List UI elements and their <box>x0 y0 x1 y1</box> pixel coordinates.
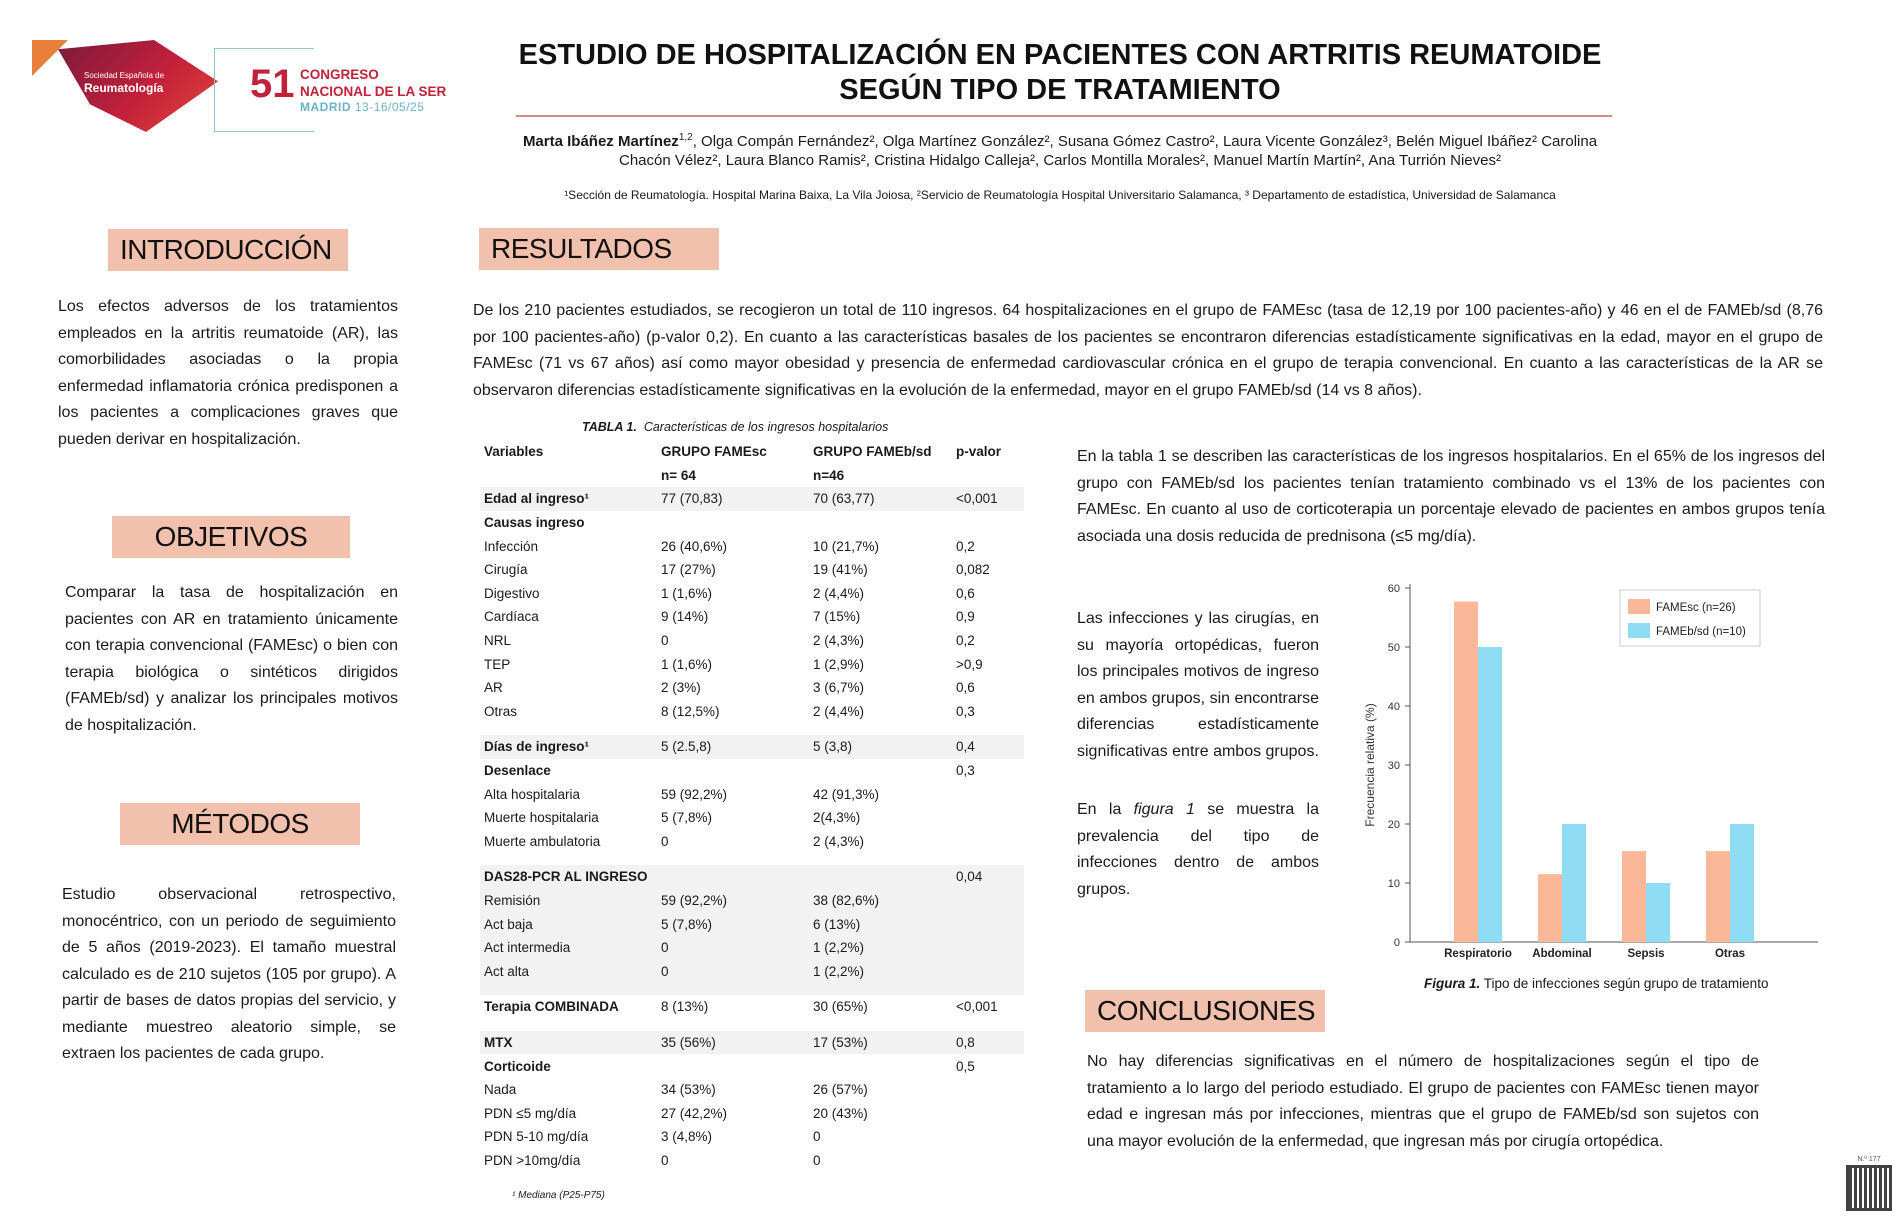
title-divider <box>516 115 1612 117</box>
table-cell: n=46 <box>813 467 845 483</box>
table-row <box>480 936 1024 960</box>
table-cell: 27 (42,2%) <box>661 1105 728 1121</box>
lead-author: Marta Ibáñez Martínez <box>522 133 679 150</box>
table-row <box>480 806 1024 830</box>
table-cell <box>952 1125 1024 1149</box>
table-cell <box>952 511 1024 535</box>
table-cell: 0 <box>661 633 669 649</box>
table-cell <box>952 1078 1024 1102</box>
table-spacer <box>480 1019 1024 1031</box>
x-tick-label: Sepsis <box>1627 948 1665 960</box>
table-row <box>480 959 1024 983</box>
affiliations: ¹Sección de Reumatología. Hospital Marina Baixa, La Vila Joiosa, ²Servicio de Reumatología Hospital Universitario Salamanca, ³ Departamento de estadística, Universidad de Salamanca <box>564 188 1556 202</box>
table-cell: Edad al ingreso¹ <box>480 487 657 511</box>
table-cell <box>952 912 1024 936</box>
table-cell: 20 (43%) <box>813 1105 868 1121</box>
table-row <box>480 995 1024 1019</box>
results-text-4-post: se muestra la prevalencia del tipo de infecciones dentro de ambos grupos. <box>1077 801 1320 898</box>
authors-line-1 <box>510 128 1610 151</box>
table-cell: NRL <box>484 633 512 649</box>
table-cell: GRUPO FAMEb/sd <box>813 444 932 460</box>
table-cell <box>952 936 1024 960</box>
table-cell: 0,5 <box>956 1058 975 1074</box>
table-row <box>480 464 1024 488</box>
table-cell <box>952 782 1024 806</box>
table-cell <box>952 1101 1024 1125</box>
methods-text: Estudio observacional retrospectivo, monocéntrico, con un periodo de seguimiento de 5 años (2019-2023). El tamaño muestral calculado es de 210 sujetos (105 por grupo). A partir de bases de datos propias del servicio, y mediante muestreo aleatorio simple, se extraen los pacientes de cada grupo. <box>62 886 396 1062</box>
table-row <box>480 676 1024 700</box>
table-cell: <0,001 <box>952 487 1024 511</box>
table-caption <box>582 420 888 434</box>
bar-respiratorio-series-1 <box>1478 647 1502 942</box>
table-row <box>480 1149 1024 1173</box>
table-cell: 7 (15%) <box>813 609 861 625</box>
table-cell: 10 (21,7%) <box>813 538 880 554</box>
table-cell <box>809 1054 952 1078</box>
logo-orange-shape <box>32 40 68 76</box>
qr-code[interactable] <box>1846 1156 1892 1216</box>
table-cell: 1 (2,9%) <box>813 656 865 672</box>
table-cell: 17 (53%) <box>809 1031 952 1055</box>
table-row <box>480 1054 1024 1078</box>
table-spacer <box>480 983 1024 995</box>
table-cell: 8 (13%) <box>661 999 709 1015</box>
table-cell: 26 (57%) <box>813 1082 868 1098</box>
table-cell: TEP <box>484 656 511 672</box>
table-cell: 2 (3%) <box>661 680 701 696</box>
table-row <box>480 629 1024 653</box>
table-cell: 0,6 <box>956 680 975 696</box>
results-text-3: Las infecciones y las cirugías, en su mayoría ortopédicas, fueron los principales motivos de ingreso en ambos grupos, sin encontrarse diferencias estadísticamente significativas entre ambos grupos. <box>1077 610 1319 760</box>
table-cell: 30 (65%) <box>813 999 868 1015</box>
table-spacer <box>480 723 1024 735</box>
poster-title <box>510 38 1610 108</box>
figure-caption <box>1424 976 1768 991</box>
table-row <box>480 759 1024 783</box>
objectives-text: Comparar la tasa de hospitalización en pacientes con AR en tratamiento únicamente con terapia convencional (FAMEsc) o bien con terapia biológica o sintéticos dirigidos (FAMEb/sd) y analizar los principales motivos de hospitalización. <box>65 584 398 734</box>
results-text-2: En la tabla 1 se describen las características de los ingresos hospitalarios. En el 65% de los ingresos del grupo con FAMEb/sd los pacientes tenían tratamiento combinado vs el 13% de los pacientes con FAMEsc. En cuanto al uso de corticoterapia un porcentaje elevado de pacientes en ambos grupos tenía asociada una dosis reducida de prednisona (≤5 mg/día). <box>1077 448 1825 545</box>
table-cell: n= 64 <box>661 467 696 483</box>
table-cell: 0,082 <box>956 562 990 578</box>
table-cell <box>480 464 657 488</box>
table-cell: 38 (82,6%) <box>809 889 952 913</box>
bar-otras-series-1 <box>1730 824 1754 942</box>
table-cell: Infección <box>484 538 539 554</box>
results-text-4-pre: En la <box>1077 801 1134 818</box>
results-header: RESULTADOS <box>479 228 719 270</box>
table-cell: Act baja <box>480 912 657 936</box>
table-row <box>480 865 1024 889</box>
table-cell: Alta hospitalaria <box>484 786 581 802</box>
y-tick-label: 20 <box>1387 819 1400 831</box>
table-row <box>480 652 1024 676</box>
authors <box>510 128 1610 170</box>
table-cell: p-valor <box>956 444 1002 460</box>
legend-swatch-1 <box>1628 623 1650 638</box>
table-cell: Cirugía <box>484 562 528 578</box>
table-cell: MTX <box>480 1031 657 1055</box>
table-row <box>480 1125 1024 1149</box>
table-cell: Digestivo <box>484 585 540 601</box>
table-row <box>480 440 1024 464</box>
table-cell: 0,2 <box>956 633 975 649</box>
table-cell <box>809 511 952 535</box>
x-tick-label: Respiratorio <box>1444 948 1512 960</box>
table-row <box>480 912 1024 936</box>
table-cell: <0,001 <box>956 999 998 1015</box>
results-text-4-figref: figura 1 <box>1133 801 1195 818</box>
table-cell: Muerte hospitalaria <box>484 810 599 826</box>
table-cell: Remisión <box>480 889 657 913</box>
legend-label-1: FAMEb/sd (n=10) <box>1656 626 1746 638</box>
table-cell: 3 (4,8%) <box>661 1129 713 1145</box>
objectives-header: OBJETIVOS <box>112 516 350 558</box>
bar-sepsis-series-0 <box>1622 851 1646 942</box>
bar-abdominal-series-1 <box>1562 824 1586 942</box>
table-cell: 0,04 <box>952 865 1024 889</box>
table-cell: Nada <box>484 1082 517 1098</box>
table-cell: 35 (56%) <box>657 1031 809 1055</box>
table-cell: 2 (4,3%) <box>813 833 865 849</box>
conclusions-header: CONCLUSIONES <box>1085 990 1325 1032</box>
figure-caption-text: Tipo de infecciones según grupo de tratamiento <box>1480 976 1769 991</box>
title-line-2: SEGÚN TIPO DE TRATAMIENTO <box>839 74 1281 106</box>
table-footnote: ¹ Mediana (P25-P75) <box>512 1190 605 1201</box>
table-cell: Desenlace <box>484 763 551 779</box>
table-cell: 0,9 <box>956 609 975 625</box>
table-cell: 2 (4,4%) <box>813 703 865 719</box>
logo-society-line1: Sociedad Española de <box>84 71 165 80</box>
table-row <box>480 534 1024 558</box>
y-tick-label: 30 <box>1387 760 1400 772</box>
authors-line-2: Chacón Vélez², Laura Blanco Ramis², Cristina Hidalgo Calleja², Carlos Montilla Morales², Manuel Martín Martín², Ana Turrión Nieves² <box>618 152 1501 169</box>
table-cell: 70 (63,77) <box>809 487 952 511</box>
table-cell: 3 (6,7%) <box>813 680 865 696</box>
table-cell: 0,3 <box>956 703 975 719</box>
table-cell <box>952 464 1024 488</box>
table-cell: Corticoide <box>484 1058 551 1074</box>
table-row <box>480 1078 1024 1102</box>
table-row <box>480 558 1024 582</box>
table-cell <box>952 1149 1024 1173</box>
table-cell: PDN ≤5 mg/día <box>484 1105 577 1121</box>
bar-sepsis-series-1 <box>1646 883 1670 942</box>
logo-congress-line2: NACIONAL DE LA SER <box>300 84 447 99</box>
table-cell: 5 (3,8) <box>809 735 952 759</box>
y-tick-label: 60 <box>1387 583 1400 595</box>
hospitalization-table <box>480 440 1024 1172</box>
table-row <box>480 1031 1024 1055</box>
table-cell: 0 <box>661 833 669 849</box>
y-tick-label: 50 <box>1387 642 1400 654</box>
y-tick-label: 0 <box>1393 937 1400 949</box>
table-cell: 5 (7,8%) <box>661 810 713 826</box>
table-cell: Causas ingreso <box>484 515 585 531</box>
table-cell: 19 (41%) <box>813 562 868 578</box>
table-cell: 0 <box>657 959 809 983</box>
table-cell: 5 (7,8%) <box>657 912 809 936</box>
table-cell: 0,2 <box>956 538 975 554</box>
lead-author-affil: 1,2 <box>678 132 693 143</box>
table-cell: 0 <box>661 1152 669 1168</box>
table-cell: Cardíaca <box>484 609 539 625</box>
table-cell: Act alta <box>480 959 657 983</box>
intro-text: Los efectos adversos de los tratamientos empleados en la artritis reumatoide (AR), las comorbilidades asociadas o la propia enfermedad inflamatoria crónica predisponen a los pacientes a complicaciones graves que pueden derivar en hospitalización. <box>58 298 398 448</box>
table-caption-label: TABLA 1. <box>582 420 637 434</box>
table-cell <box>809 865 952 889</box>
bar-abdominal-series-0 <box>1538 874 1562 942</box>
table-row <box>480 511 1024 535</box>
legend-label-0: FAMEsc (n=26) <box>1656 602 1736 614</box>
table-cell: 8 (12,5%) <box>661 703 720 719</box>
congress-logo <box>32 34 452 138</box>
results-text-4 <box>1077 797 1319 903</box>
table-cell: 42 (91,3%) <box>813 786 880 802</box>
y-tick-label: 40 <box>1387 701 1400 713</box>
authors-rest: , Olga Compán Fernández², Olga Martínez González², Susana Gómez Castro², Laura Vicente González³, Belén Miguel Ibáñez² Carolina <box>692 133 1598 150</box>
table-cell: 0,6 <box>956 585 975 601</box>
title-line-1: ESTUDIO DE HOSPITALIZACIÓN EN PACIENTES CON ARTRITIS REUMATOIDE <box>518 39 1602 71</box>
table-cell: Terapia COMBINADA <box>484 999 619 1015</box>
table-cell: 0,4 <box>952 735 1024 759</box>
table-cell: Act intermedia <box>480 936 657 960</box>
table-cell: 77 (70,83) <box>657 487 809 511</box>
table-cell: 34 (53%) <box>661 1082 716 1098</box>
table-row <box>480 830 1024 854</box>
qr-icon <box>1846 1165 1892 1211</box>
logo-society-line2: Reumatología <box>84 81 164 95</box>
table-cell <box>657 1054 809 1078</box>
logo-number: 51 <box>250 62 295 106</box>
table-cell: Otras <box>484 703 518 719</box>
table-row <box>480 582 1024 606</box>
table-cell: 9 (14%) <box>661 609 709 625</box>
logo-congress-line1: CONGRESO <box>300 67 379 82</box>
logo-city: MADRID <box>300 100 351 114</box>
table-cell: 5 (2.5,8) <box>657 735 809 759</box>
y-axis-label: Frecuencia relativa (%) <box>1363 703 1377 827</box>
table-cell: 0 <box>813 1152 821 1168</box>
logo-congress <box>300 66 446 100</box>
table-cell <box>952 889 1024 913</box>
table-cell <box>952 830 1024 854</box>
table-cell: 59 (92,2%) <box>661 786 728 802</box>
table-row <box>480 782 1024 806</box>
table-cell: PDN 5-10 mg/día <box>484 1129 589 1145</box>
bar-respiratorio-series-0 <box>1454 602 1478 942</box>
table-row <box>480 487 1024 511</box>
table-cell: AR <box>484 680 503 696</box>
table-cell: DAS28-PCR AL INGRESO <box>480 865 657 889</box>
table-caption-text: Características de los ingresos hospitalarios <box>643 420 889 434</box>
table-cell <box>657 759 809 783</box>
table-cell: 0,8 <box>952 1031 1024 1055</box>
figure-caption-label: Figura 1. <box>1424 976 1481 991</box>
table-cell: 1 (2,2%) <box>809 959 952 983</box>
infection-type-chart <box>1360 566 1830 966</box>
table-cell <box>809 759 952 783</box>
table-cell: GRUPO FAMEsc <box>661 444 767 460</box>
table-cell: 2 (4,3%) <box>813 633 865 649</box>
table-cell: 26 (40,6%) <box>661 538 728 554</box>
intro-header: INTRODUCCIÓN <box>108 229 348 271</box>
table-cell: >0,9 <box>956 656 983 672</box>
table-cell: 0 <box>657 936 809 960</box>
table-cell: 1 (1,6%) <box>661 656 713 672</box>
table-spacer <box>480 853 1024 865</box>
conclusions-text: No hay diferencias significativas en el número de hospitalizaciones según el tipo de tratamiento a lo largo del periodo estudiado. El grupo de pacientes con FAMEsc tienen mayor edad e ingresan más por infecciones, mientras que el grupo de FAMEb/sd son sujetos con una mayor evolución de la enfermedad, que ingresan más por cirugía ortopédica. <box>1087 1053 1759 1150</box>
table-cell: Días de ingreso¹ <box>480 735 657 759</box>
logo-city-dates <box>300 100 424 114</box>
table-row <box>480 889 1024 913</box>
logo-society-name <box>84 70 164 94</box>
table-cell <box>952 959 1024 983</box>
table-cell: PDN >10mg/día <box>484 1152 581 1168</box>
results-text: De los 210 pacientes estudiados, se recogieron un total de 110 ingresos. 64 hospitalizaciones en el grupo de FAMEsc (tasa de 12,19 por 100 pacientes-año) y 46 en el de FAMEb/sd (8,76 por 100 pacientes-año) (p-valor 0,2). En cuanto a las características basales de los pacientes se encontraron diferencias estadísticamente significativas en la edad, mayor en el grupo de FAMEsc (71 vs 67 años) así como mayor obesidad y presencia de enfermedad cardiovascular crónica en el grupo de terapia convencional. En cuanto a las características de la AR se observaron diferencias estadísticamente significativas en la evolución de la enfermedad, mayor en el grupo FAMEb/sd (14 vs 8 años). <box>473 302 1823 399</box>
x-tick-label: Abdominal <box>1532 948 1592 960</box>
logo-dates: 13-16/05/25 <box>354 100 425 114</box>
table-cell: 17 (27%) <box>661 562 716 578</box>
table-cell: 2 (4,4%) <box>813 585 865 601</box>
table-cell <box>657 865 809 889</box>
table-cell: 1 (1,6%) <box>661 585 713 601</box>
bar-otras-series-0 <box>1706 851 1730 942</box>
table-row <box>480 700 1024 724</box>
table-cell: 2(4,3%) <box>813 810 861 826</box>
table-cell: 0 <box>813 1129 821 1145</box>
table-row <box>480 605 1024 629</box>
table-cell <box>657 511 809 535</box>
methods-header: MÉTODOS <box>120 803 360 845</box>
x-tick-label: Otras <box>1714 948 1746 960</box>
table-cell: 6 (13%) <box>809 912 952 936</box>
table-row <box>480 735 1024 759</box>
table-cell: Variables <box>484 444 544 460</box>
table-cell: Muerte ambulatoria <box>484 833 601 849</box>
table-cell: 59 (92,2%) <box>657 889 809 913</box>
table-cell: 0,3 <box>956 763 975 779</box>
y-tick-label: 10 <box>1387 878 1400 890</box>
table-cell: 1 (2,2%) <box>809 936 952 960</box>
legend-swatch-0 <box>1628 599 1650 614</box>
qr-label: N.º 177 <box>1857 1156 1881 1163</box>
table-cell <box>952 806 1024 830</box>
table-row <box>480 1101 1024 1125</box>
